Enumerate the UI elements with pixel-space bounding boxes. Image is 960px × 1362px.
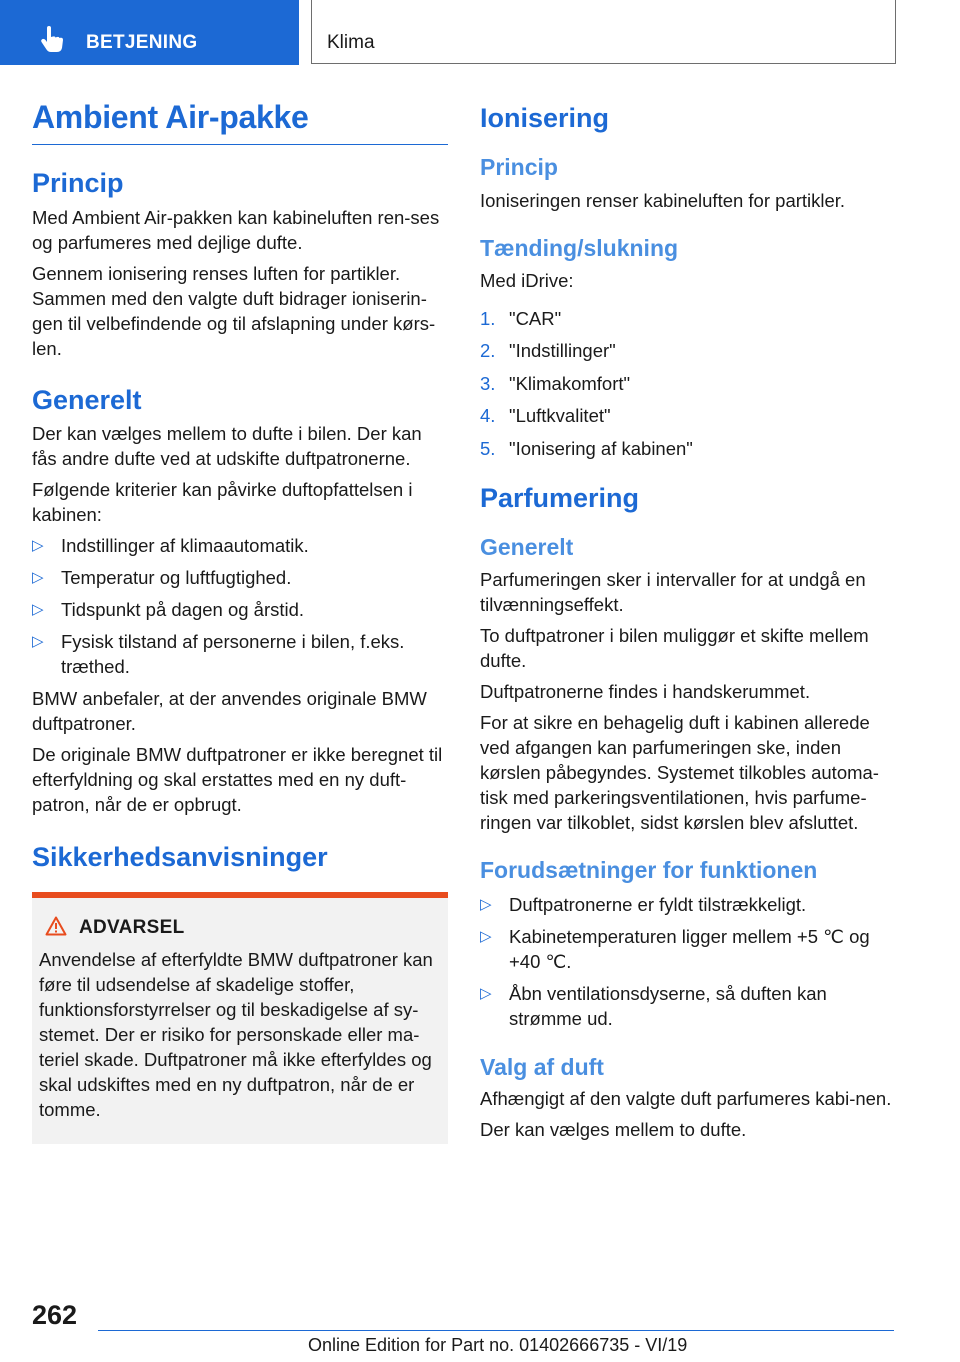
- triangle-bullet-icon: ▷: [32, 633, 44, 651]
- warning-triangle-icon: [45, 916, 67, 941]
- list-item: ▷ Temperatur og luftfugtighed.: [32, 567, 292, 589]
- warning-box: [32, 892, 448, 1144]
- generelt-paragraph-3: BMW anbefaler, at der anvendes originale BMW duftpatroner.: [32, 688, 427, 735]
- warning-text: Anvendelse af efterfyldte BMW duftpatroner kan føre til udsendelse af skadelige stoffer, funktionsforstyrrelser og til beskadigelse af sy-stemet. Der er risiko for personskade eller ma-teriel skade. Duftpatroner må ikke efterfyldes og skal udskiftes med en ny duftpatron, når de er tomme.: [39, 948, 433, 1120]
- chapter-tab: [0, 0, 299, 65]
- parf-paragraph-4: For at sikre en behagelig duft i kabinen allerede ved afgangen kan parfumeringen ske, inden kørslen påbegyndes. Systemet tilkobles automa-tisk med parkeringsventilationen, hvis parfume-ringen var tilkoblet, sidst kørslen blev afsluttet.: [480, 712, 879, 834]
- hand-pointer-icon: [40, 26, 64, 59]
- triangle-bullet-icon: ▷: [480, 927, 492, 945]
- triangle-bullet-icon: ▷: [32, 537, 44, 555]
- edition-footer: Online Edition for Part no. 01402666735 - VI/19: [308, 1335, 688, 1355]
- valg-paragraph-1: Afhængigt af den valgte duft parfumeres kabi-nen.: [480, 1088, 892, 1110]
- generelt-paragraph-1: Der kan vælges mellem to dufte i bilen. Der kan fås andre dufte ved at udskifte duftpatronerne.: [32, 423, 422, 470]
- warning-header: [39, 916, 440, 941]
- princip-heading: Princip: [32, 168, 124, 199]
- ion-princip-paragraph: Ioniseringen renser kabineluften for partikler.: [480, 189, 846, 211]
- footer-divider: [98, 1330, 894, 1331]
- generelt-paragraph-4: De originale BMW duftpatroner er ikke beregnet til efterfyldning og skal erstattes med en ny duft-patron, når de er opbrugt.: [32, 744, 443, 816]
- generelt-heading: Generelt: [32, 384, 142, 415]
- valg-heading: Valg af duft: [480, 1053, 604, 1080]
- list-item: 3. "Klimakomfort": [480, 372, 631, 394]
- right-column: [480, 102, 896, 1142]
- triangle-bullet-icon: ▷: [32, 569, 44, 587]
- ionisering-heading: Ionisering: [480, 103, 610, 133]
- criteria-list: [32, 533, 448, 679]
- triangle-bullet-icon: ▷: [480, 895, 492, 913]
- princip-paragraph-1: Med Ambient Air-pakken kan kabineluften ren-ses og parfumeres med dejlige dufte.: [32, 206, 440, 253]
- page-title: Ambient Air-pakke: [32, 99, 309, 135]
- ion-princip-heading: Princip: [480, 154, 558, 181]
- section-title: Klima: [327, 32, 375, 53]
- parf-generelt-heading: Generelt: [480, 534, 574, 561]
- page-number: 262: [32, 1300, 78, 1330]
- generelt-paragraph-2: Følgende kriterier kan påvirke duftopfattelsen i kabinen:: [32, 479, 413, 526]
- list-item: ▷ Kabinetemperaturen ligger mellem +5 ℃ og +40 ℃.: [480, 925, 870, 972]
- list-item: ▷ Tidspunkt på dagen og årstid.: [32, 599, 305, 621]
- parfumering-heading: Parfumering: [480, 483, 640, 514]
- left-column: [32, 98, 448, 1144]
- list-item: 4. "Luftkvalitet": [480, 405, 611, 427]
- princip-paragraph-2: Gennem ionisering renses luften for partikler. Sammen med den valgte duft bidrager ioniserin-gen til velbefindende og til afslapning under kørs-len.: [32, 262, 436, 359]
- list-item: ▷ Fysisk tilstand af personerne i bilen, f.eks. træthed.: [32, 631, 405, 678]
- prereq-list: [480, 892, 896, 1031]
- list-item: 5. "Ionisering af kabinen": [480, 437, 693, 459]
- list-item: ▷ Åbn ventilationsdyserne, så duften kan strømme ud.: [480, 982, 827, 1029]
- parf-paragraph-2: To duftpatroner i bilen muliggør et skifte mellem dufte.: [480, 625, 869, 672]
- list-item: 2. "Indstillinger": [480, 340, 616, 362]
- section-header: [311, 0, 896, 64]
- parf-paragraph-1: Parfumeringen sker i intervaller for at undgå en tilvænningseffekt.: [480, 569, 866, 616]
- list-item: 1. "CAR": [480, 307, 562, 329]
- chapter-tab-label: BETJENING: [86, 32, 198, 53]
- toggle-intro: Med iDrive:: [480, 269, 574, 291]
- list-item: ▷ Indstillinger af klimaautomatik.: [32, 535, 309, 557]
- idrive-steps: [480, 306, 896, 461]
- triangle-bullet-icon: ▷: [480, 984, 492, 1002]
- parf-paragraph-3: Duftpatronerne findes i handskerummet.: [480, 681, 811, 703]
- triangle-bullet-icon: ▷: [32, 601, 44, 619]
- list-item: ▷ Duftpatronerne er fyldt tilstrækkeligt.: [480, 893, 807, 915]
- prereq-heading: Forudsætninger for funktionen: [480, 857, 818, 884]
- valg-paragraph-2: Der kan vælges mellem to dufte.: [480, 1119, 747, 1141]
- safety-heading: Sikkerhedsanvisninger: [32, 842, 328, 873]
- warning-title: ADVARSEL: [79, 917, 185, 939]
- toggle-heading: Tænding/slukning: [480, 234, 679, 261]
